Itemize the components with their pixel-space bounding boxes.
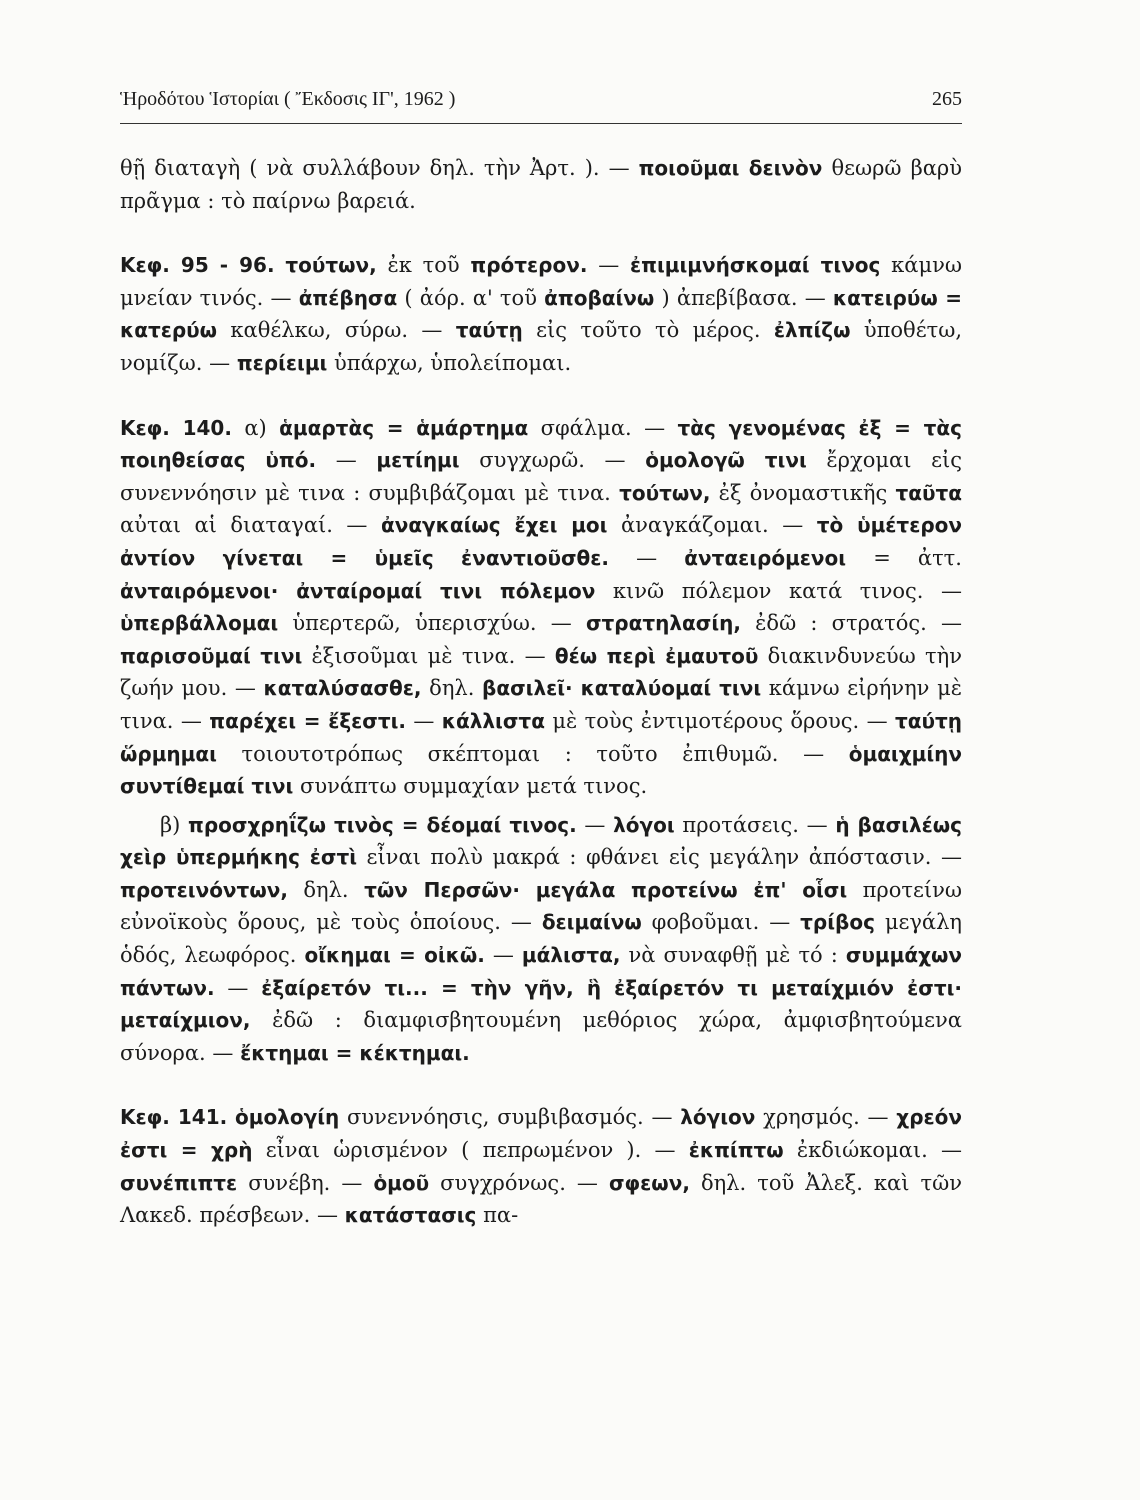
- gloss-text: ὑπερτερῶ, ὑπερισχύω. —: [278, 611, 586, 636]
- chapter-label: Κεφ. 95 - 96.: [120, 253, 275, 278]
- page-body: [120, 152, 962, 1232]
- headword: ποιοῦμαι δεινὸν: [638, 156, 823, 180]
- headword: ταύτῃ: [455, 318, 523, 343]
- headword: ἀνταειρόμενοι: [684, 545, 847, 570]
- gloss-text: —: [214, 975, 262, 1000]
- headword: παρισοῦμαί τινι: [120, 643, 303, 668]
- gloss-text: = ἀττ.: [846, 545, 962, 570]
- gloss-text: ) ἀπεβίβασα. —: [654, 285, 833, 310]
- gloss-text: καθέλκω, σύρω. —: [217, 318, 456, 343]
- gloss-text: τοιουτοτρόπως σκέπτομαι : τοῦτο ἐπιθυμῶ. —: [216, 741, 849, 766]
- gloss-text: χρησμός. —: [755, 1105, 897, 1130]
- gloss-text: ἐκδιώκομαι. —: [783, 1138, 962, 1163]
- headword: προσχρηΐζω τινὸς = δέομαί τινος.: [188, 812, 577, 837]
- headword: μετίημι: [376, 448, 460, 473]
- paragraph: [120, 809, 962, 1070]
- headword: ὁμαιχμίην συντίθεμαί τινι: [120, 741, 962, 799]
- headword: ἐπιμιμνήσκομαί τινος: [629, 253, 881, 278]
- chapter-label: Κεφ. 140.: [120, 415, 232, 440]
- gloss-text: —: [587, 253, 630, 278]
- headword: ἐξαίρετόν τι... = τὴν γῆν, ἣ ἐξαίρετόν τι μεταίχμιόν ἐστι· μεταίχμιον,: [120, 975, 962, 1033]
- headword: ἁμαρτὰς = ἁμάρτημα: [279, 415, 529, 440]
- gloss-text: [227, 1105, 235, 1129]
- gloss-text: ( ἀόρ. α' τοῦ: [397, 285, 545, 310]
- headword: κάλλιστα: [441, 708, 545, 733]
- headword: τούτων,: [285, 253, 377, 278]
- gloss-text: —: [609, 545, 685, 570]
- headword: λόγοι: [613, 812, 675, 837]
- headword: τούτων,: [619, 480, 711, 505]
- headword: συμμάχων πάντων.: [120, 943, 962, 1000]
- gloss-text: συνεννόησις, συμβιβασμός. —: [339, 1105, 681, 1130]
- gloss-text: μὲ τοὺς ἐντιμοτέρους ὅρους. —: [544, 708, 895, 733]
- gloss-text: ἐδῶ : στρατός. —: [740, 611, 962, 636]
- gloss-text: ἔρχομαι εἰς συνεννόησιν μὲ τινα : συμβιβάζομαι μὲ τινα.: [120, 448, 963, 505]
- gloss-text: ἐκ τοῦ: [376, 253, 471, 278]
- gloss-text: συγχρόνως. —: [429, 1170, 609, 1195]
- gloss-text: [275, 253, 286, 277]
- gloss-text: ἐξισοῦμαι μὲ τινα. —: [302, 643, 555, 668]
- headword: βασιλεῖ· καταλύομαί τινι: [482, 676, 762, 701]
- headword: χρεόν ἐστι = χρὴ: [120, 1105, 963, 1163]
- headword: κατάστασις: [344, 1203, 477, 1228]
- gloss-text: ἀναγκάζομαι. —: [607, 513, 817, 538]
- headword: θέω περὶ ἐμαυτοῦ: [554, 643, 759, 668]
- gloss-text: β): [160, 812, 189, 837]
- gloss-text: θεωρῶ βαρὺ πρᾶγμα : τὸ παίρνω βαρειά.: [120, 156, 963, 213]
- headword: ἀποβαίνω: [544, 285, 655, 310]
- headword: ἡ βασιλέως χεὶρ ὑπερμήκης ἐστὶ: [120, 812, 963, 870]
- gloss-text: εἰς τοῦτο τὸ μέρος.: [522, 318, 774, 343]
- headword: καταλύσασθε,: [263, 676, 422, 701]
- headword: περίειμι: [236, 350, 328, 375]
- gloss-text: ἐδῶ : διαμφισβητουμένη μεθόριος χώρα, ἀμφισβητούμενα σύνορα. —: [120, 1008, 962, 1065]
- gloss-text: συνάπτω συμμαχίαν μετά τινος.: [293, 774, 648, 799]
- gloss-text: προτείνω εὐνοϊκοὺς ὅρους, μὲ τοὺς ὁποίους. —: [120, 877, 962, 935]
- gloss-text: ἐξ ὀνομαστικῆς: [710, 480, 896, 505]
- gloss-text: φοβοῦμαι. —: [641, 910, 801, 935]
- gloss-text: θῇ διαταγὴ ( νὰ συλλάβουν δηλ. τὴν Ἀρτ. ). —: [120, 156, 639, 180]
- headword: ὁμολογίη: [234, 1105, 340, 1130]
- gloss-text: —: [484, 943, 522, 968]
- headword: ὁμοῦ: [373, 1170, 430, 1195]
- headword: δειμαίνω: [541, 910, 642, 935]
- gloss-text: ὑποθέτω, νομίζω. —: [120, 318, 962, 375]
- headword: πρότερον.: [470, 253, 588, 278]
- gloss-text: α): [231, 415, 280, 440]
- headword: ἐλπίζω: [773, 318, 851, 343]
- gloss-text: σφάλμα. —: [528, 415, 678, 440]
- gloss-text: κάμνω μνείαν τινός. —: [120, 253, 963, 310]
- paragraph: [120, 1101, 962, 1231]
- headword: τῶν Περσῶν· μεγάλα προτείνω ἐπ' οἷσι: [364, 877, 848, 902]
- page-header: [120, 88, 962, 124]
- gloss-text: κάμνω εἰρήνην μὲ τινα. —: [120, 676, 962, 733]
- headword: τὸ ὑμέτερον ἀντίον γίνεται = ὑμεῖς ἐναντιοῦσθε.: [120, 513, 962, 570]
- paragraph: [120, 152, 962, 217]
- headword: λόγιον: [680, 1105, 756, 1130]
- gloss-text: συγχωρῶ. —: [459, 448, 646, 473]
- headword: προτεινόντων,: [120, 877, 288, 902]
- gloss-text: —: [406, 708, 442, 733]
- gloss-text: μεγάλη ὁδός, λεωφόρος.: [120, 910, 963, 968]
- headword: συνέπιπτε: [120, 1170, 238, 1195]
- headword: παρέχει = ἔξεστι.: [209, 708, 407, 733]
- gloss-text: πα-: [476, 1203, 519, 1228]
- chapter-label: Κεφ. 141.: [120, 1105, 228, 1130]
- headword: ταύτῃ ὥρμημαι: [120, 708, 962, 766]
- paragraph: [120, 412, 962, 803]
- gloss-text: δηλ.: [421, 676, 483, 701]
- gloss-text: συνέβη. —: [237, 1170, 374, 1195]
- gloss-text: δηλ. τοῦ Ἀλεξ. καὶ τῶν Λακεδ. πρέσβεων. —: [120, 1170, 962, 1228]
- running-title: Ἡροδότου Ἱστορίαι ( Ἔκδοσις ΙΓ', 1962 ): [120, 88, 456, 110]
- headword: ὁμολογῶ τινι: [645, 448, 807, 473]
- headword: τὰς γενομένας ἐξ = τὰς ποιηθείσας ὑπό.: [120, 415, 963, 473]
- headword: σφεων,: [608, 1170, 690, 1195]
- headword: ἀναγκαίως ἔχει μοι: [380, 513, 608, 538]
- page-number: 265: [932, 88, 962, 110]
- gloss-text: δηλ.: [287, 877, 365, 902]
- headword: ὑπερβάλλομαι: [120, 611, 279, 636]
- gloss-text: εἶναι πολὺ μακρά : φθάνει εἰς μεγάλην ἀπόστασιν. —: [357, 845, 962, 870]
- gloss-text: νὰ συναφθῇ μὲ τό :: [620, 943, 846, 968]
- gloss-text: —: [316, 448, 377, 473]
- headword: ταῦτα: [895, 480, 963, 505]
- headword: ἐκπίπτω: [688, 1138, 784, 1163]
- gloss-text: κινῶ πόλεμον κατά τινος. —: [595, 578, 963, 603]
- gloss-text: ὑπάρχω, ὑπολείπομαι.: [327, 350, 572, 375]
- headword: κατειρύω = κατερύω: [120, 285, 962, 343]
- headword: τρίβος: [800, 910, 875, 935]
- gloss-text: —: [576, 812, 614, 837]
- headword: στρατηλασίη,: [585, 611, 741, 636]
- gloss-text: διακινδυνεύω τὴν ζωήν μου. —: [120, 643, 962, 701]
- gloss-text: εἶναι ὡρισμένον ( πεπρωμένον ). —: [252, 1138, 689, 1163]
- gloss-text: προτάσεις. —: [674, 812, 836, 837]
- headword: ἀνταιρόμενοι· ἀνταίρομαί τινι πόλεμον: [120, 578, 596, 603]
- headword: οἴκημαι = οἰκῶ.: [304, 943, 485, 968]
- headword: μάλιστα,: [521, 943, 621, 968]
- headword: ἀπέβησα: [298, 285, 398, 310]
- paragraph: [120, 249, 962, 379]
- headword: ἔκτημαι = κέκτημαι.: [240, 1040, 470, 1065]
- gloss-text: αὐται αἱ διαταγαί. —: [120, 513, 381, 538]
